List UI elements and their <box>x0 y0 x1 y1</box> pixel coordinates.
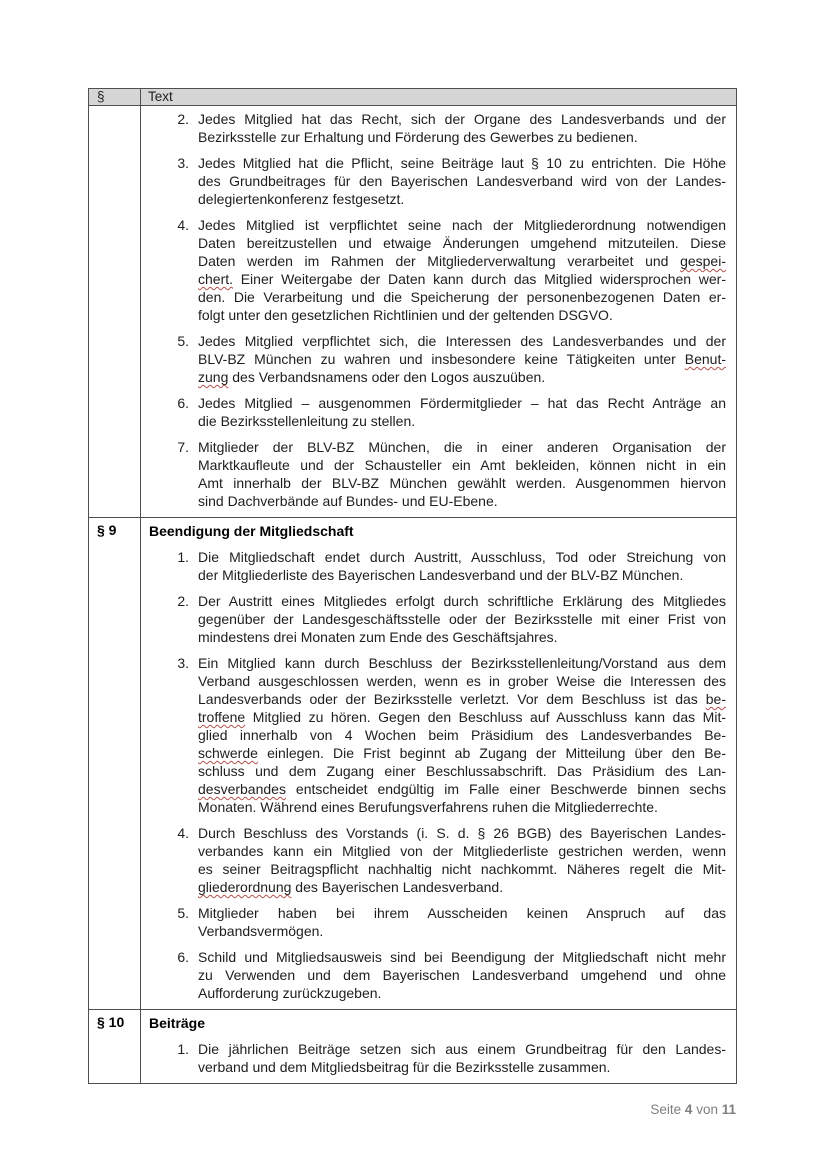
text-line <box>198 306 726 324</box>
text-run: schluss und dem Zugang einer Beschlussabschrift. Das Präsidium des Lan- <box>198 763 726 779</box>
text-run: zu Verwenden und dem Bayerischen Landesverband umgehend und ohne <box>198 967 726 983</box>
list-item <box>149 332 726 386</box>
text-run: Durch Beschluss des Vorstands (i. S. d. § 26 BGB) des Bayerischen Landes- <box>198 825 726 841</box>
text-line <box>198 798 726 816</box>
item-number: 1. <box>177 1041 189 1057</box>
text-run: Daten bereitzustellen und etwaige Änderungen umgehend mitzuteilen. Diese <box>198 235 726 251</box>
column-header-text: Text <box>148 89 173 104</box>
text-line <box>198 252 726 270</box>
text-line <box>198 948 726 966</box>
text-run: des Bayerischen Landesverband. <box>291 879 504 895</box>
list-item <box>149 904 726 940</box>
text-run: es seiner Beitragspflicht nachhaltig nicht nachkommt. Näheres regelt die Mit- <box>198 861 726 877</box>
list-item <box>149 154 726 208</box>
section-number-cell <box>89 518 141 1009</box>
misspelled-word: desverbandes <box>198 781 286 797</box>
list-item <box>149 948 726 1002</box>
text-run: gegenüber der Landesgeschäftsstelle oder der Bezirksstelle mit einer Frist von <box>198 611 726 627</box>
text-run: sind Dachverbände auf Bundes- und EU-Ebene. <box>198 493 498 509</box>
text-line <box>198 350 726 368</box>
text-line <box>198 842 726 860</box>
text-line <box>198 216 726 234</box>
text-run: Verbandsvermögen. <box>198 923 324 939</box>
item-number: 7. <box>177 439 189 455</box>
text-run: mindestens drei Monaten zum Ende des Geschäftsjahres. <box>198 629 558 645</box>
footer-total-pages: 11 <box>721 1102 736 1117</box>
item-number: 4. <box>177 217 189 233</box>
page-footer <box>650 1102 736 1117</box>
section-number-cell <box>89 1010 141 1083</box>
text-run: Daten werden im Rahmen der Mitgliederverwaltung verarbeitet und <box>198 253 681 269</box>
text-line <box>198 708 726 726</box>
text-run: des Grundbeitrages für den Bayerischen Landesverband wird von der Landes- <box>198 173 726 189</box>
text-run: Amt innerhalb der BLV-BZ München gewählt werden. Ausgenommen hiervon <box>198 475 726 491</box>
section-number: § 10 <box>97 1014 125 1030</box>
list-item <box>149 1040 726 1076</box>
text-line <box>198 438 726 456</box>
text-run: Mitglieder haben bei ihrem Ausscheiden keinen Anspruch auf das <box>198 905 726 921</box>
table-row <box>89 518 736 1010</box>
text-run: entscheidet endgültig im Falle einer Beschwerde binnen sechs <box>285 781 726 797</box>
text-line <box>198 332 726 350</box>
text-line <box>198 412 726 430</box>
item-number: 2. <box>177 593 189 609</box>
text-line <box>198 566 726 584</box>
list-item <box>149 394 726 430</box>
text-line <box>198 984 726 1002</box>
text-run: Die Mitgliedschaft endet durch Austritt, Ausschluss, Tod oder Streichung von <box>198 549 726 565</box>
text-run: Jedes Mitglied ist verpflichtet seine nach der Mitgliederordnung notwendigen <box>198 217 726 233</box>
text-line <box>198 922 726 940</box>
item-number: 4. <box>177 825 189 841</box>
statute-table <box>88 88 737 1084</box>
text-line <box>198 762 726 780</box>
text-line <box>198 474 726 492</box>
list-item <box>149 110 726 146</box>
list-item <box>149 548 726 584</box>
item-number: 1. <box>177 549 189 565</box>
text-line <box>198 234 726 252</box>
text-line <box>198 592 726 610</box>
text-run: Einer Weitergabe der Daten kann durch das Mitglied widersprochen wer- <box>233 271 726 287</box>
text-run: Marktkaufleute und der Schausteller ein Amt bekleiden, können nicht in ein <box>198 457 726 473</box>
text-line <box>198 824 726 842</box>
text-line <box>198 172 726 190</box>
text-line <box>198 860 726 878</box>
text-run: Mitglieder der BLV-BZ München, die in einer anderen Organisation der <box>198 439 726 455</box>
text-run: folgt unter den gesetzlichen Richtlinien und der geltenden DSGVO. <box>198 307 613 323</box>
item-number: 5. <box>177 905 189 921</box>
text-line <box>198 1058 726 1076</box>
text-line <box>198 190 726 208</box>
item-number: 3. <box>177 655 189 671</box>
text-run: Mitglied zu hören. Gegen den Beschluss auf Ausschluss kann das Mit- <box>245 709 726 725</box>
footer-separator: von <box>692 1102 722 1117</box>
misspelled-word: troffene <box>198 709 246 725</box>
list-item <box>149 438 726 510</box>
text-run: Aufforderung zurückzugeben. <box>198 985 382 1001</box>
text-run: der Mitgliederliste des Bayerischen Landesverband und der BLV-BZ München. <box>198 567 684 583</box>
text-run: Bezirksstelle zur Erhaltung und Förderung des Gewerbes zu bedienen. <box>198 129 638 145</box>
item-number: 3. <box>177 155 189 171</box>
table-body <box>89 106 736 1083</box>
misspelled-word: chert. <box>198 271 234 287</box>
text-run: Die jährlichen Beiträge setzen sich aus einem Grundbeitrag für den Landes- <box>198 1041 726 1057</box>
text-run: Ein Mitglied kann durch Beschluss der Bezirksstellenleitung/Vorstand aus dem <box>198 655 726 671</box>
list-item <box>149 592 726 646</box>
column-header-paragraph: § <box>89 89 141 105</box>
text-line <box>198 726 726 744</box>
misspelled-word: gliederordnung <box>198 879 292 895</box>
footer-page-number: 4 <box>684 1102 693 1117</box>
item-number: 6. <box>177 395 189 411</box>
text-line <box>198 154 726 172</box>
text-line <box>198 904 726 922</box>
misspelled-word: Benut- <box>684 351 726 367</box>
table-row <box>89 106 736 518</box>
text-line <box>198 628 726 646</box>
text-run: Verband ausgeschlossen werden, wenn es in grober Weise die Interessen des <box>198 673 726 689</box>
item-number: 6. <box>177 949 189 965</box>
text-line <box>198 672 726 690</box>
section-number-cell <box>89 106 141 517</box>
text-run: Schild und Mitgliedsausweis sind bei Beendigung der Mitgliedschaft nicht mehr <box>198 949 726 965</box>
list-item <box>149 824 726 896</box>
text-run: delegiertenkonferenz festgesetzt. <box>198 191 405 207</box>
list-item <box>149 216 726 324</box>
section-title: Beendigung der Mitgliedschaft <box>149 523 354 539</box>
text-line <box>198 654 726 672</box>
table-row <box>89 1010 736 1083</box>
text-line <box>198 456 726 474</box>
section-number: § 9 <box>97 522 117 538</box>
section-text-cell <box>141 518 736 1009</box>
text-line <box>198 690 726 708</box>
text-line <box>198 270 726 288</box>
text-run: Jedes Mitglied hat das Recht, sich der Organe des Landesverbands und der <box>198 111 726 127</box>
text-line <box>198 966 726 984</box>
text-line <box>198 878 726 896</box>
text-run: den. Die Verarbeitung und die Speicherung der personenbezogenen Daten er- <box>198 289 726 305</box>
misspelled-word: zung <box>198 369 229 385</box>
text-line <box>198 780 726 798</box>
text-line <box>198 288 726 306</box>
text-line <box>198 610 726 628</box>
text-line <box>198 110 726 128</box>
text-run: Jedes Mitglied – ausgenommen Fördermitglieder – hat das Recht Anträge an <box>198 395 726 411</box>
text-run: Jedes Mitglied verpflichtet sich, die Interessen des Landesverbandes und der <box>198 333 726 349</box>
misspelled-word: be- <box>705 691 726 707</box>
text-run: BLV-BZ München zu wahren und insbesondere keine Tätigkeiten unter <box>198 351 685 367</box>
text-run: die Bezirksstellenleitung zu stellen. <box>198 413 416 429</box>
section-title: Beiträge <box>149 1015 206 1031</box>
text-run: verband und dem Mitgliedsbeitrag für die Bezirksstelle zusammen. <box>198 1059 611 1075</box>
text-run: glied innerhalb von 4 Wochen beim Präsidium des Landesverbandes Be- <box>198 727 726 743</box>
misspelled-word: gespei- <box>680 253 726 269</box>
text-line <box>198 368 726 386</box>
text-run: Der Austritt eines Mitgliedes erfolgt durch schriftliche Erklärung des Mitgliedes <box>198 593 726 609</box>
item-number: 2. <box>177 111 189 127</box>
misspelled-word: schwerde <box>198 745 258 761</box>
text-run: Monaten. Während eines Berufungsverfahrens ruhen die Mitgliederrechte. <box>198 799 658 815</box>
text-run: einlegen. Die Frist beginnt ab Zugang der Mitteilung über den Be- <box>257 745 726 761</box>
text-run: Landesverbands oder der Bezirksstelle verletzt. Vor dem Beschluss ist das <box>198 691 706 707</box>
text-run: verbandes kann ein Mitglied von der Mitgliederliste gestrichen werden, wenn <box>198 843 726 859</box>
item-number: 5. <box>177 333 189 349</box>
text-line <box>198 548 726 566</box>
text-line <box>198 744 726 762</box>
section-text-cell <box>141 106 736 517</box>
list-item <box>149 654 726 816</box>
section-text-cell <box>141 1010 736 1083</box>
text-line <box>198 1040 726 1058</box>
table-header-row <box>89 89 736 106</box>
text-run: Jedes Mitglied hat die Pflicht, seine Beiträge laut § 10 zu entrichten. Die Höhe <box>198 155 726 171</box>
text-run: des Verbandsnamens oder den Logos auszuüben. <box>228 369 546 385</box>
text-line <box>198 394 726 412</box>
text-line <box>198 128 726 146</box>
footer-label: Seite <box>650 1102 685 1117</box>
text-line <box>198 492 726 510</box>
